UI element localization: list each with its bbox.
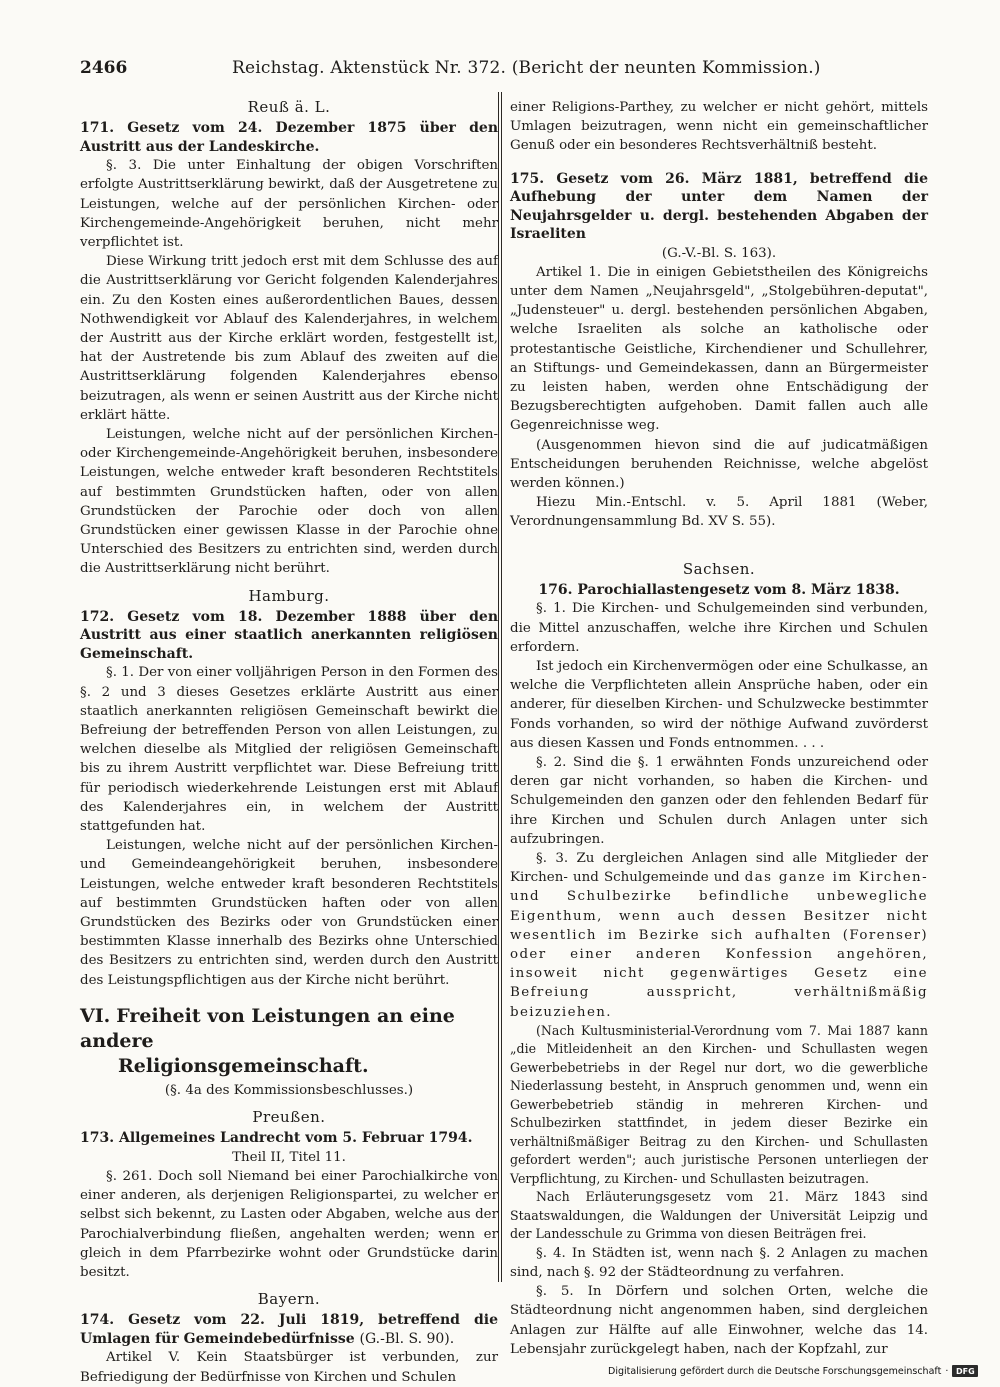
section-vi-reference: (§. 4a des Kommissionsbeschlusses.) bbox=[164, 1082, 414, 1098]
column-divider-inner bbox=[501, 92, 502, 1282]
state-heading-sachsen: Sachsen. bbox=[682, 559, 756, 578]
law-176-paragraph: §. 5. In Dörfern und solchen Orten, welche die Städteordnung nicht angenommen haben, sind dergleichen Anlagen zur Hälfte auf alle Einwohner, welche das 14. Lebensjahr zurückgelegt haben, nach der Kopfzahl, zur bbox=[510, 1284, 928, 1357]
state-heading-preussen: Preußen. bbox=[252, 1108, 326, 1127]
law-173-subtitle: Theil II, Titel 11. bbox=[232, 1149, 346, 1165]
law-171-paragraph: §. 3. Die unter Einhaltung der obigen Vorschriften erfolgte Austrittserklärung bewirkt, daß der Ausgetretene zu Leistungen, welche auf der persönlichen Kirchen- oder Kirchengemeinde-Angehörigkeit beruhen, nicht mehr verpflichtet ist. bbox=[80, 158, 498, 251]
law-176-paragraph: §. 2. Sind die §. 1 erwähnten Fonds unzureichend oder deren gar nicht vorhanden, so haben die Kirchen- und Schulgemeinden den ganzen oder den fehlenden Bedarf für ihre Kirchen und Schulen durch Anlagen unter sich aufzubringen. bbox=[510, 754, 928, 847]
running-header bbox=[80, 58, 930, 86]
right-column bbox=[510, 98, 928, 1359]
law-176-paragraph-3 bbox=[510, 849, 928, 1022]
law-174-title bbox=[80, 1311, 498, 1348]
state-heading-bayern: Bayern. bbox=[257, 1290, 321, 1309]
law-176-paragraph: Ist jedoch ein Kirchenvermögen oder eine Schulkasse, an welche die Verpflichteten allein Ansprüche haben, oder ein anderer, für dieselben Kirchen- und Schulzwecke bestimmter Fonds vorhanden, so wird der nöthige Aufwand zuvörderst aus diesen Kassen und Fonds entnommen. . . . bbox=[510, 658, 928, 751]
law-174-paragraph: Artikel V. Kein Staatsbürger ist verbunden, zur Befriedigung der Bedürfnisse von Kirchen und Schulen bbox=[80, 1350, 498, 1385]
footer-separator-dot: · bbox=[945, 1365, 949, 1377]
law-171-paragraph: Diese Wirkung tritt jedoch erst mit dem Schlusse des auf die Austrittserklärung vor Gericht folgenden Kalenderjahres ein. Zu den Kosten eines außerordentlichen Baues, dessen Nothwendigkeit vor Ablauf des Kalenderjahres, in welchem der Austritt aus der Kirche erklärt worden, festgestellt ist, hat der Austretende bis zum Ablauf des zweiten auf die Austrittserklärung folgenden Kalenderjahres ebenso beizutragen, als wenn er seinen Austritt aus der Kirche nicht erklärt hätte. bbox=[80, 254, 498, 423]
credit-text: Digitalisierung gefördert durch die Deutsche Forschungsgemeinschaft bbox=[608, 1365, 942, 1377]
law-173-title: 173. Allgemeines Landrecht vom 5. Februar 1794. bbox=[80, 1130, 473, 1147]
left-column bbox=[80, 98, 498, 1387]
law-176-paragraph: §. 4. In Städten ist, wenn nach §. 2 Anlagen zu machen sind, nach §. 92 der Städteordnung zu verfahren. bbox=[510, 1245, 928, 1281]
digitization-credit bbox=[608, 1365, 978, 1377]
law-172-paragraph: §. 1. Der von einer volljährigen Person in den Formen des §. 2 und 3 dieses Gesetzes erklärte Austritt aus einer staatlich anerkannten religiösen Gemeinschaft bewirkt die Befreiung der betreffenden Person von allen Leistungen, zu welchen dieselbe als Mitglied der religiösen Gemeinschaft bis zu ihrem Austritt verpflichtet war. Diese Befreiung tritt für periodisch wiederkehrende Leistungen erst mit Ablauf des Kalenderjahres ein, in welchem der Austritt stattgefunden hat. bbox=[80, 665, 498, 834]
section-vi-label: VI. bbox=[80, 1004, 111, 1027]
law-171-title: 171. Gesetz vom 24. Dezember 1875 über den Austritt aus der Landeskirche. bbox=[80, 120, 498, 155]
column-divider bbox=[498, 92, 499, 1282]
law-174-title-ref: (G.-Bl. S. 90). bbox=[359, 1330, 455, 1347]
law-175-paragraph: Artikel 1. Die in einigen Gebietstheilen des Königreichs unter dem Namen „Neujahrsgeld", „Stolgebühren-deputat", „Judensteuer" u. dergl. bestehenden persönlichen Abgaben, welche Israeliten als solche an katholische oder protestantische Geistliche, Kirchendiener und Schullehrer, an Stiftungs- und Gemeindekassen, dann an Bürgermeister zu leisten haben, werden ohne Entschädigung der Bezugsberechtigten aufgehoben. Damit fallen auch alle Gegenreichnisse weg. bbox=[510, 264, 928, 434]
law-174-continuation: einer Religions-Parthey, zu welcher er nicht gehört, mittels Umlagen beizutragen, wenn nicht ein gemeinschaftlicher Genuß oder ein besonderes Rechtsverhältniß besteht. bbox=[510, 100, 928, 154]
law-175-paragraph: (Ausgenommen hievon sind die auf judicatmäßigen Entscheidungen beruhenden Reichnisse, welche abgelöst werden können.) bbox=[510, 437, 928, 492]
law-176-note: Nach Erläuterungsgesetz vom 21. März 1843 sind Staatswaldungen, die Waldungen der Universität Leipzig und der Landesschule zu Grimma von diesen Beiträgen frei. bbox=[510, 1189, 928, 1242]
section-vi-title-line1: Freiheit von Leistungen an eine andere bbox=[80, 1004, 455, 1052]
law-174-title-text: 174. Gesetz vom 22. Juli 1819, betreffend die Umlagen für Gemeindebedürfnisse bbox=[80, 1312, 498, 1347]
law-175-reference: (G.-V.-Bl. S. 163). bbox=[661, 245, 777, 261]
law-176-note: (Nach Kultusministerial-Verordnung vom 7. Mai 1887 kann „die Mitleidenheit an den Kirchen- und Schullasten wegen Gewerbebetriebs in der Regel nur dort, wo die gewerbliche Niederlassung besteht, in Anspruch genommen und, wenn ein Gewerbebetrieb ständig in mehreren Kirchen- und Schulbezirken stattfindet, in jedem dieser Bezirke ein verhältnißmäßiger Beitrag zu den Kirchen- und Schullasten gefordert werden"; auch juristische Personen unterliegen der Verpflichtung, zu Kirchen- und Schullasten beizutragen. bbox=[510, 1022, 928, 1186]
page-number: 2466 bbox=[80, 58, 128, 78]
law-176-title: 176. Parochiallastengesetz vom 8. März 1838. bbox=[538, 581, 900, 598]
law-175-paragraph: Hiezu Min.-Entschl. v. 5. April 1881 (Weber, Verordnungensammlung Bd. XV S. 55). bbox=[510, 495, 928, 530]
running-title: Reichstag. Aktenstück Nr. 372. (Bericht der neunten Kommission.) bbox=[232, 58, 821, 78]
state-heading-reuss: Reuß ä. L. bbox=[247, 98, 331, 116]
law-171-paragraph: Leistungen, welche nicht auf der persönlichen Kirchen- oder Kirchengemeinde-Angehörigkeit beruhen, insbesondere Leistungen, welche entweder kraft besonderen Rechtstitels auf bestimmten Grundstücken haften, oder von allen Grundstücken der Parochie oder doch von allen Grundstücken einer gewissen Klasse in der Parochie ohne Unterschied des Besitzers zu entrichten sind, werden durch die Austrittserklärung nicht berührt. bbox=[80, 427, 498, 577]
law-173-paragraph: §. 261. Doch soll Niemand bei einer Parochialkirche von einer anderen, als derjenigen Religionspartei, zu welcher er selbst sich bekennt, zu Lasten oder Abgaben, welche aus der Parochialverbindung fließen, angehalten werden; wenn er gleich in dem Pfarrbezirke wohnt oder Grundstücke darin besitzt. bbox=[80, 1168, 498, 1280]
section-vi-heading bbox=[80, 1004, 498, 1079]
state-heading-hamburg: Hamburg. bbox=[248, 586, 330, 605]
law-172-paragraph: Leistungen, welche nicht auf der persönlichen Kirchen- und Gemeindeangehörigkeit beruhen, insbesondere Leistungen, welche entweder kraft besonderen Rechtstitels auf bestimmten Grundstücken haften oder von allen Grundstücken des Bezirks oder von Grundstücken einer bestimmten Klasse innerhalb des Bezirks ohne Unterschied des Besitzers zu entrichten sind, werden durch den Austritt des Leistungspflichtigen aus der Kirche nicht berührt. bbox=[80, 838, 498, 988]
law-176-paragraph: §. 1. Die Kirchen- und Schulgemeinden sind verbunden, die Mittel anzuschaffen, welche ihre Kirchen und Schulen erfordern. bbox=[510, 601, 928, 655]
law-176-paragraph-3-spaced: das ganze im Kirchen- und Schulbezirke befindliche unbewegliche Eigenthum, wenn auch dessen Besitzer nicht wesentlich im Bezirke sich aufhalten (Forenser) oder einer anderen Konfession angehören, insoweit nicht gegenwärtiges Gesetz eine Befreiung ausspricht, verhältnißmäßig beizuziehen. bbox=[510, 870, 928, 1020]
section-vi-title-line2: Religionsgemeinschaft. bbox=[118, 1054, 369, 1077]
dfg-logo-icon: DFG bbox=[952, 1365, 978, 1377]
law-176-paragraph-3-start: §. 3. Zu dergleichen Anlagen sind alle Mitglieder der Kirchen- und Schulgemeinde und bbox=[510, 851, 928, 886]
law-175-title: 175. Gesetz vom 26. März 1881, betreffend die Aufhebung der unter dem Namen der Neujahrsgelder u. dergl. bestehenden Abgaben der Israeliten bbox=[510, 170, 928, 243]
law-172-title: 172. Gesetz vom 18. Dezember 1888 über den Austritt aus einer staatlich anerkannten religiösen Gemeinschaft. bbox=[80, 608, 498, 662]
